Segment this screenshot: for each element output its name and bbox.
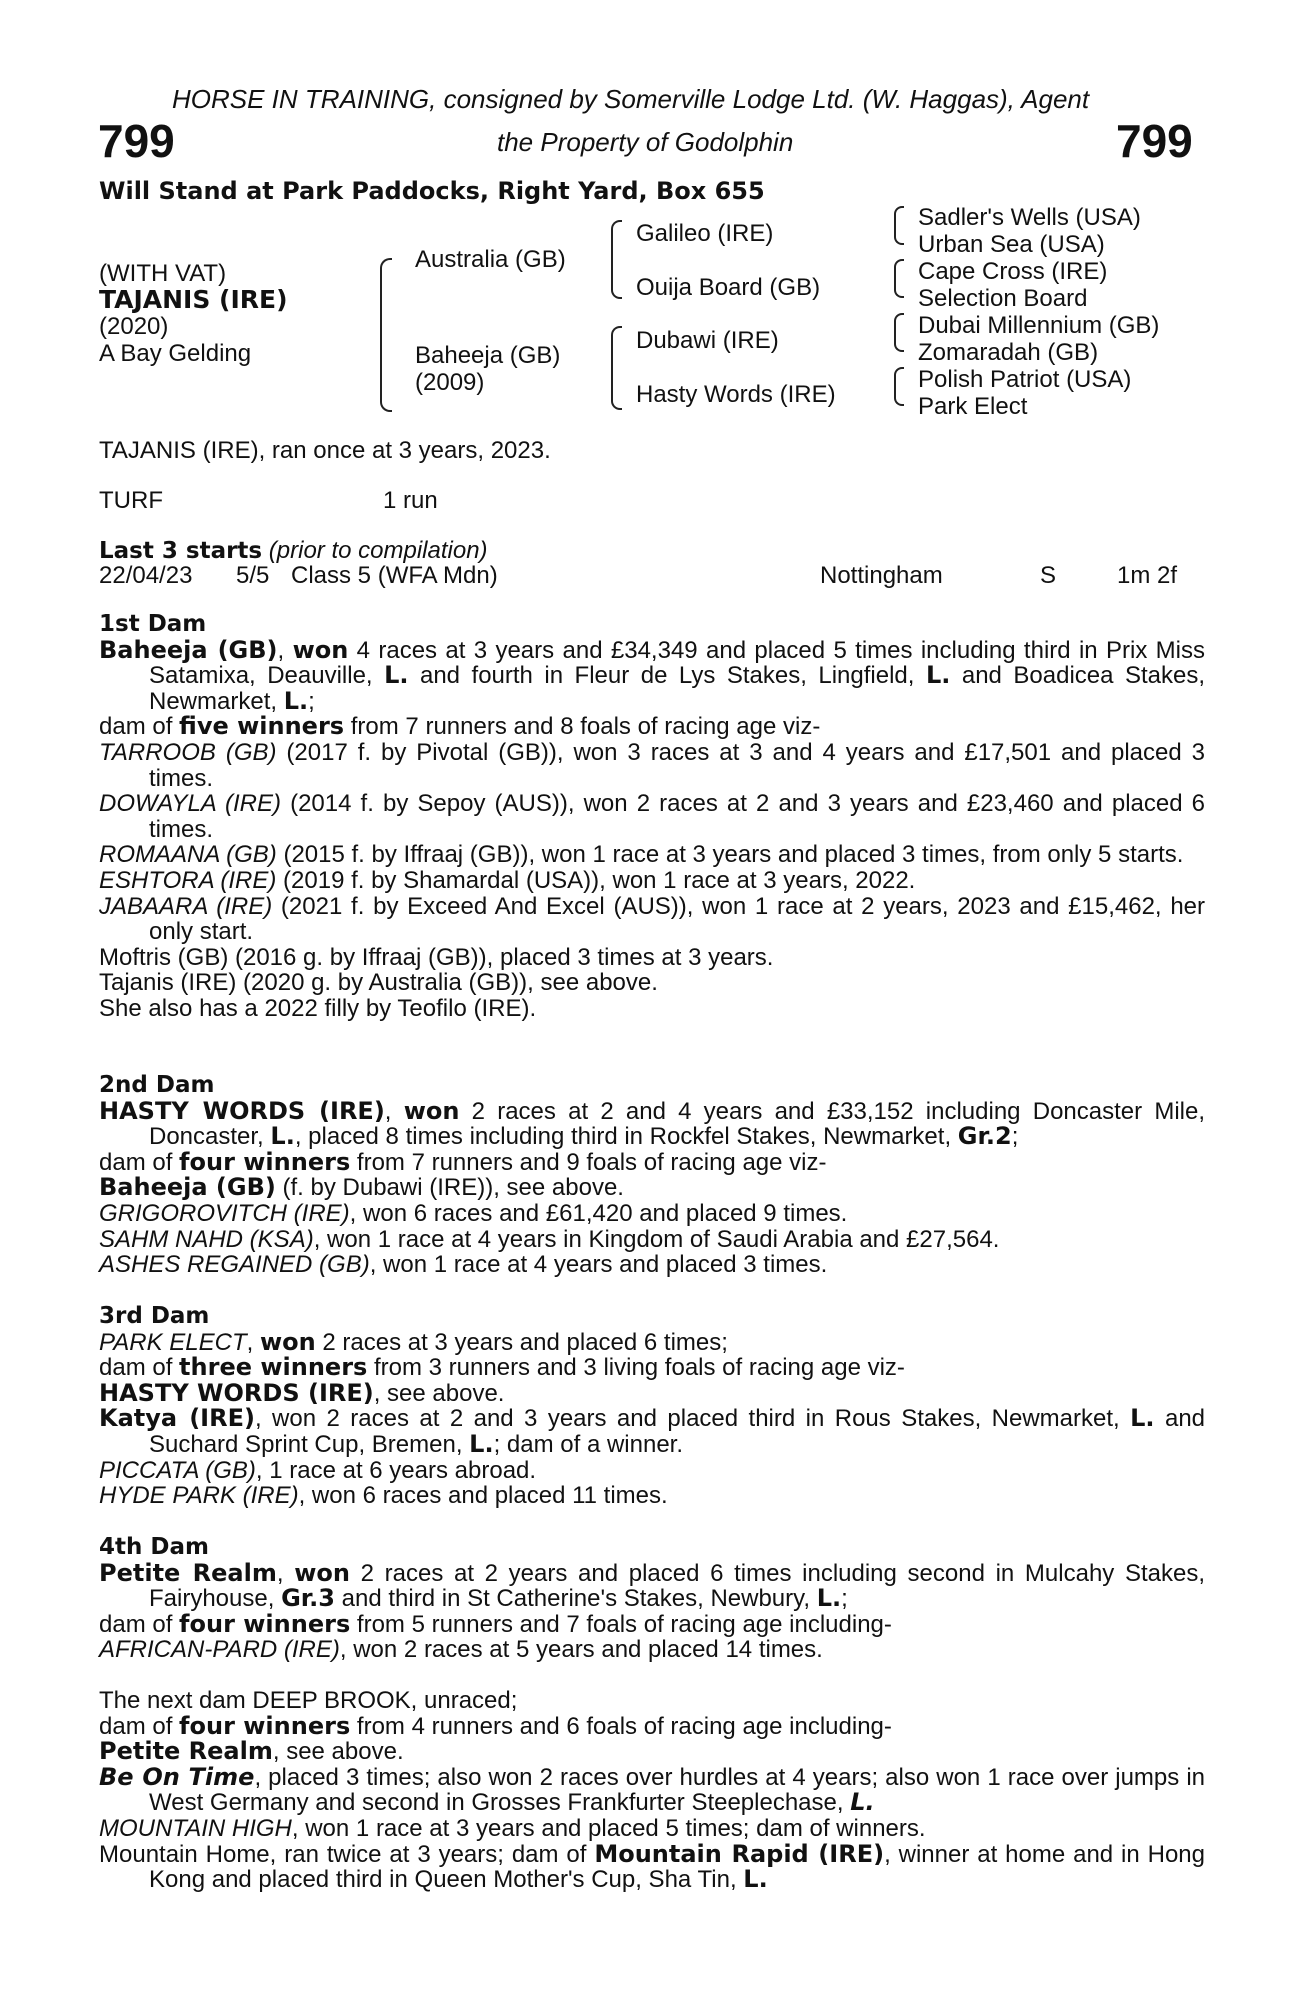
produce-item (99, 1406, 1205, 1457)
record-runs: 1 run (383, 487, 438, 514)
g-brace-2 (894, 259, 904, 298)
produce-item (99, 1762, 1205, 1817)
produce-name: DOWAYLA (IRE) (99, 790, 281, 818)
listed-badge: L. (816, 1584, 842, 1613)
produce-item (99, 1252, 1205, 1278)
last-starts-title: Last 3 starts (99, 538, 263, 564)
second-dam-produce-line (99, 1147, 1205, 1176)
ancestor-3: Cape Cross (IRE) (918, 258, 1108, 285)
also-has-note: She also has a 2022 filly by Teofilo (IRE). (99, 994, 537, 1022)
fourth-dam-produce-line (99, 1609, 1205, 1638)
record-text: ; (1011, 1123, 1019, 1151)
produce-item (99, 791, 1205, 842)
next-dam-line: The next dam DEEP BROOK, unraced; (99, 1687, 518, 1714)
lot-number-left: 799 (98, 115, 175, 167)
produce-name: HASTY WORDS (IRE) (99, 1378, 374, 1407)
produce-name: ASHES REGAINED (GB) (99, 1251, 370, 1279)
listed-badge: L. (743, 1865, 768, 1894)
property-line: the Property of Godolphin (497, 127, 794, 157)
won-label: won (294, 1558, 350, 1587)
produce-text: , won 6 races and placed 11 times. (298, 1482, 668, 1510)
produce-text: , won 6 races and £61,420 and placed 9 times. (349, 1199, 848, 1227)
produce-name: HYDE PARK (IRE) (99, 1482, 299, 1510)
dam-name: Petite Realm (99, 1558, 277, 1587)
sire-dam-brace (380, 258, 392, 412)
produce-text: from 4 runners and 6 foals of racing age including- (350, 1712, 892, 1740)
produce-item (99, 842, 1205, 868)
produce-text: dam of (99, 1148, 180, 1176)
produce-text: , placed 3 times; also won 2 races over hurdles at 4 years; also won 1 race over jumps in West Germany and second in Grosses Frankfurter Steeplechase, (149, 1763, 1205, 1817)
record-text: , placed 8 times including third in Rockfel Stakes, Newmarket, (294, 1123, 958, 1151)
produce-item (99, 894, 1205, 945)
ancestor-1: Sadler's Wells (USA) (918, 204, 1141, 231)
g-brace-4 (894, 367, 904, 406)
produce-text: from 5 runners and 7 foals of racing age including- (350, 1610, 892, 1638)
listed-badge: L. (469, 1429, 494, 1458)
produce-item (99, 868, 1205, 894)
first-dam-section (99, 612, 1205, 1022)
produce-text: (2014 f. by Sepoy (AUS)), won 2 races at 2 and 3 years and £23,460 and placed 6 times. (149, 790, 1206, 843)
horse-year: (2020) (99, 313, 169, 340)
produce-name: JABAARA (IRE) (99, 892, 273, 920)
start-race: Class 5 (WFA Mdn) (291, 562, 498, 589)
produce-text: , winner at home and in Hong Kong and placed third in Queen Mother's Cup, Sha Tin, (149, 1840, 1205, 1894)
produce-item (99, 1458, 1205, 1484)
listed-badge: L. (384, 661, 409, 690)
start-distance: 1m 2f (1117, 562, 1178, 589)
g-brace-1 (894, 206, 904, 245)
third-dam-record: PARK ELECT, won 2 races at 3 years and placed 6 times; (99, 1327, 728, 1356)
record-text: 2 races at 3 years and placed 6 times; (315, 1328, 728, 1356)
sire-line-brace (611, 220, 622, 299)
produce-item (99, 1483, 1205, 1509)
produce-item (99, 1816, 1205, 1842)
won-label: won (403, 1096, 460, 1125)
second-dam-heading: 2nd Dam (99, 1072, 215, 1098)
produce-text: dam of (99, 713, 180, 741)
produce-item (99, 1175, 1205, 1201)
dam-sire: Dubawi (IRE) (636, 327, 779, 354)
record-text: 2 races at 2 and 4 years and £33,152 including Doncaster Mile, Doncaster, (149, 1097, 1206, 1151)
record-surface: TURF (99, 487, 163, 514)
group-badge: Gr.2 (957, 1122, 1012, 1151)
record-text: ; (841, 1585, 848, 1613)
produce-text: from 7 runners and 9 foals of racing age viz- (350, 1148, 827, 1176)
produce-item (99, 1378, 1205, 1407)
first-dam-produce-line (99, 714, 1205, 740)
ancestor-4: Selection Board (918, 285, 1088, 312)
ancestor-6: Zomaradah (GB) (918, 339, 1099, 366)
listed-badge: L. (850, 1788, 875, 1817)
produce-text: , won 1 race at 4 years in Kingdom of Saudi Arabia and £27,564. (313, 1225, 1000, 1253)
produce-item (99, 1739, 1205, 1765)
fourth-dam-record: Petite Realm, won 2 races at 2 years and placed 6 times including second in Mulcahy Stakes, Fairyhouse, Gr.3 and third in St Catherine's Stakes, Newbury, L.; (99, 1558, 1205, 1613)
produce-name: PICCATA (GB) (99, 1456, 256, 1484)
produce-item: Tajanis (IRE) (2020 g. by Australia (GB)), see above. (99, 969, 658, 997)
dam-dam: Hasty Words (IRE) (636, 381, 836, 408)
produce-text: from 3 runners and 3 living foals of racing age viz- (367, 1354, 905, 1382)
next-dam-section (99, 1688, 1205, 1893)
produce-text: ; dam of a winner. (493, 1430, 684, 1458)
fourth-dam-section (99, 1535, 1205, 1663)
produce-name: ESHTORA (IRE) (99, 866, 277, 894)
sire: Australia (GB) (415, 246, 566, 273)
produce-item: Moftris (GB) (2016 g. by Iffraaj (GB)), placed 3 times at 3 years. (99, 943, 774, 971)
sire-dam: Ouija Board (GB) (636, 274, 821, 301)
sire-sire: Galileo (IRE) (636, 220, 774, 247)
winners-count: four winners (179, 1147, 351, 1176)
produce-text: , won 1 race at 3 years and placed 5 times; dam of winners. (291, 1814, 926, 1842)
won-label: won (259, 1327, 316, 1356)
record-text: 4 races at 3 years and £34,349 and placed 5 times including third in Prix Miss Satamixa, Deauville, (149, 636, 1206, 690)
produce-name: Mountain Rapid (IRE) (594, 1839, 885, 1868)
lot-number-right: 799 (1116, 115, 1193, 167)
horse-name: TAJANIS (IRE) (99, 285, 288, 314)
produce-item (99, 1227, 1205, 1253)
dam-year: (2009) (415, 369, 485, 396)
produce-text: (2019 f. by Shamardal (USA)), won 1 race at 3 years, 2022. (276, 866, 916, 894)
produce-name: Be On Time (99, 1762, 255, 1791)
listed-badge: L. (1130, 1404, 1155, 1433)
ancestor-2: Urban Sea (USA) (918, 231, 1105, 258)
produce-text: dam of (99, 1354, 180, 1382)
ancestor-8: Park Elect (918, 393, 1028, 420)
produce-text: , 1 race at 6 years abroad. (255, 1456, 537, 1484)
produce-text: and Suchard Sprint Cup, Bremen, (149, 1405, 1206, 1458)
second-dam-section (99, 1073, 1205, 1278)
produce-name: MOUNTAIN HIGH (99, 1814, 292, 1842)
horse-description: A Bay Gelding (99, 340, 252, 367)
winners-count: four winners (179, 1711, 351, 1740)
produce-name: Katya (IRE) (99, 1404, 255, 1433)
first-dam-heading: 1st Dam (99, 611, 207, 637)
listed-badge: L. (283, 686, 309, 715)
produce-text: , see above. (272, 1738, 404, 1766)
record-text: and third in St Catherine's Stakes, Newbury, (335, 1585, 817, 1613)
record-text: ; (308, 687, 315, 715)
produce-name: GRIGOROVITCH (IRE) (99, 1199, 350, 1227)
ancestor-5: Dubai Millennium (GB) (918, 312, 1160, 339)
produce-text: (f. by Dubawi (IRE)), see above. (275, 1174, 624, 1202)
produce-name: SAHM NAHD (KSA) (99, 1225, 314, 1253)
produce-item (99, 1839, 1205, 1894)
third-dam-produce-line (99, 1355, 1205, 1381)
dam: Baheeja (GB) (415, 342, 561, 369)
dam-name: Baheeja (GB) (99, 635, 278, 664)
first-dam-record: Baheeja (GB), won 4 races at 3 years and £34,349 and placed 5 times including third in Prix Miss Satamixa, Deauville, L. and fourth in Fleur de Lys Stakes, Lingfield, L. and Boadicea Stakes, Newmarket, L.; (99, 635, 1206, 715)
stand-location: Will Stand at Park Paddocks, Right Yard, Box 655 (99, 177, 765, 205)
record-text: and Boadicea Stakes, Newmarket, (149, 662, 1206, 715)
dam-line-brace (611, 326, 622, 410)
produce-name: ROMAANA (GB) (99, 841, 277, 869)
start-going: S (1040, 562, 1057, 589)
winners-count: five winners (179, 712, 345, 741)
produce-text: Mountain Home, ran twice at 3 years; dam of (99, 1840, 595, 1868)
listed-badge: L. (270, 1122, 295, 1151)
consignor-line: HORSE IN TRAINING, consigned by Somerville Lodge Ltd. (W. Haggas), Agent (172, 84, 1090, 114)
produce-text: from 7 runners and 8 foals of racing age viz- (344, 713, 821, 741)
second-dam-record: HASTY WORDS (IRE), won 2 races at 2 and 4 years and £33,152 including Doncaster Mile, Doncaster, L., placed 8 times including third in Rockfel Stakes, Newmarket, Gr.2; (99, 1096, 1206, 1151)
produce-name: Petite Realm (99, 1737, 273, 1766)
produce-text: dam of (99, 1712, 180, 1740)
start-date: 22/04/23 (99, 562, 193, 589)
ancestor-7: Polish Patriot (USA) (918, 366, 1132, 393)
produce-text: , won 2 races at 5 years and placed 14 times. (339, 1636, 823, 1664)
record-text: and fourth in Fleur de Lys Stakes, Lingfield, (408, 662, 926, 690)
produce-text: , won 1 race at 4 years and placed 3 times. (369, 1251, 828, 1279)
next-dam-produce-line (99, 1711, 1205, 1740)
produce-item (99, 1637, 1205, 1663)
produce-text: (2017 f. by Pivotal (GB)), won 3 races at 3 and 4 years and £17,501 and placed 3 times. (149, 738, 1205, 792)
start-course: Nottingham (820, 562, 943, 589)
group-badge: Gr.3 (281, 1584, 335, 1613)
produce-item (99, 1201, 1205, 1227)
fourth-dam-heading: 4th Dam (99, 1534, 209, 1560)
won-label: won (292, 635, 349, 664)
g-brace-3 (894, 313, 904, 352)
race-summary: TAJANIS (IRE), ran once at 3 years, 2023. (99, 437, 551, 464)
record-text: 2 races at 2 years and placed 6 times including second in Mulcahy Stakes, Fairyhouse, (149, 1559, 1205, 1613)
start-position: 5/5 (236, 562, 270, 589)
produce-text: (2021 f. by Exceed And Excel (AUS)), won 1 race at 2 years, 2023 and £15,462, her only start. (149, 892, 1206, 946)
produce-name: AFRICAN-PARD (IRE) (99, 1636, 340, 1664)
vat-note: (WITH VAT) (99, 260, 227, 287)
last-starts-note: (prior to compilation) (268, 537, 488, 564)
winners-count: four winners (179, 1609, 351, 1638)
dam-name: HASTY WORDS (IRE) (99, 1096, 385, 1125)
third-dam-heading: 3rd Dam (99, 1303, 210, 1329)
last-starts-heading (99, 537, 488, 565)
produce-text: , won 2 races at 2 and 3 years and placed third in Rous Stakes, Newmarket, (254, 1405, 1131, 1433)
third-dam-section (99, 1304, 1205, 1509)
produce-text: (2015 f. by Iffraaj (GB)), won 1 race at 3 years and placed 3 times, from only 5 starts. (276, 841, 1184, 869)
produce-name: TARROOB (GB) (99, 738, 277, 766)
produce-text: , see above. (373, 1379, 505, 1407)
listed-badge: L. (925, 661, 951, 690)
dam-name: PARK ELECT (99, 1328, 247, 1356)
produce-name: Baheeja (GB) (99, 1173, 276, 1202)
produce-text: dam of (99, 1610, 180, 1638)
produce-item (99, 740, 1205, 791)
winners-count: three winners (179, 1353, 368, 1382)
